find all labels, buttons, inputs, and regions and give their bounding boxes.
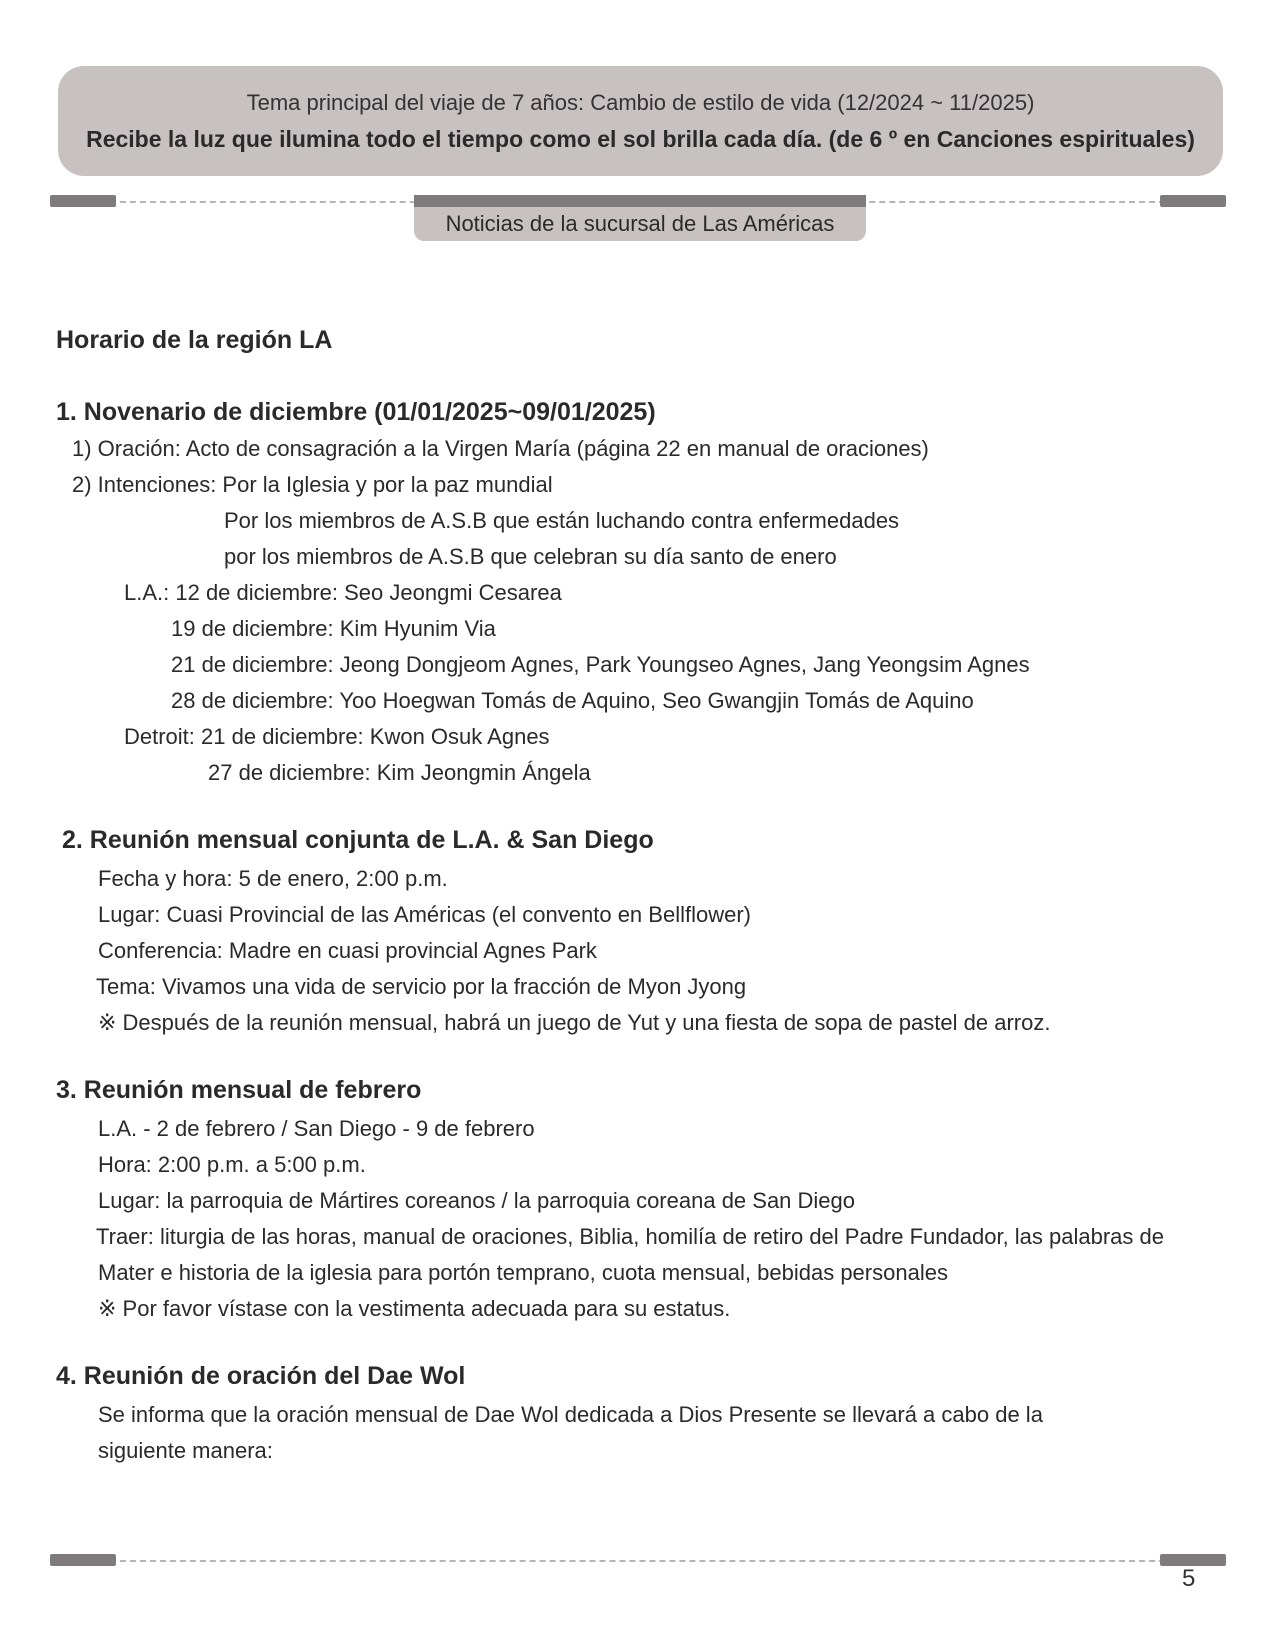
s3-fechas: L.A. - 2 de febrero / San Diego - 9 de febrero bbox=[98, 1116, 535, 1141]
theme-quote: Recibe la luz que ilumina todo el tiempo como el sol brilla cada día. (de 6 º en Canciones espirituales) bbox=[86, 126, 1195, 152]
s2-conferencia: Conferencia: Madre en cuasi provincial Agnes Park bbox=[98, 938, 597, 963]
s1-la-entry: 19 de diciembre: Kim Hyunim Via bbox=[171, 616, 496, 641]
section-1-heading: 1. Novenario de diciembre (01/01/2025~09/01/2025) bbox=[56, 398, 656, 426]
section-label: Noticias de la sucursal de Las Américas bbox=[414, 207, 866, 241]
s1-intencion-2: Por los miembros de A.S.B que están luchando contra enfermedades bbox=[224, 508, 900, 533]
section-4-heading: 4. Reunión de oración del Dae Wol bbox=[56, 1362, 466, 1390]
section-2-heading: 2. Reunión mensual conjunta de L.A. & San Diego bbox=[62, 826, 654, 854]
s1-intencion-3: por los miembros de A.S.B que celebran su día santo de enero bbox=[224, 544, 837, 569]
s2-lugar: Lugar: Cuasi Provincial de las Américas (el convento en Bellflower) bbox=[98, 902, 751, 927]
s2-fecha: Fecha y hora: 5 de enero, 2:00 p.m. bbox=[98, 866, 448, 891]
s1-la-entry: 28 de diciembre: Yoo Hoegwan Tomás de Aquino, Seo Gwangjin Tomás de Aquino bbox=[171, 688, 974, 713]
s1-detroit-entry: Detroit: 21 de diciembre: Kwon Osuk Agnes bbox=[124, 724, 550, 749]
s3-traer: Traer: liturgia de las horas, manual de oraciones, Biblia, homilía de retiro del Padre Fundador, las palabras de bbox=[96, 1224, 1164, 1249]
section-3-heading: 3. Reunión mensual de febrero bbox=[56, 1076, 422, 1104]
s3-hora: Hora: 2:00 p.m. a 5:00 p.m. bbox=[98, 1152, 366, 1177]
s1-oracion: 1) Oración: Acto de consagración a la Virgen María (página 22 en manual de oraciones) bbox=[72, 436, 929, 461]
s1-la-entry: L.A.: 12 de diciembre: Seo Jeongmi Cesarea bbox=[124, 580, 562, 605]
s4-texto: Se informa que la oración mensual de Dae Wol dedicada a Dios Presente se llevará a cabo de la bbox=[98, 1402, 1043, 1427]
page-number: 5 bbox=[1182, 1565, 1196, 1592]
divider-cap-right bbox=[1160, 195, 1226, 207]
s4-texto-cont: siguiente manera: bbox=[98, 1438, 273, 1463]
section-tab-bar bbox=[414, 195, 866, 207]
page-title: Horario de la región LA bbox=[56, 326, 333, 354]
s1-detroit-entry: 27 de diciembre: Kim Jeongmin Ángela bbox=[208, 760, 591, 785]
theme-banner bbox=[58, 66, 1223, 176]
s1-la-entry: 21 de diciembre: Jeong Dongjeom Agnes, Park Youngseo Agnes, Jang Yeongsim Agnes bbox=[171, 652, 1030, 677]
s3-traer-cont: Mater e historia de la iglesia para portón temprano, cuota mensual, bebidas personales bbox=[98, 1260, 948, 1285]
s3-nota: ※ Por favor vístase con la vestimenta adecuada para su estatus. bbox=[98, 1296, 731, 1321]
s1-intenciones: 2) Intenciones: Por la Iglesia y por la paz mundial bbox=[72, 472, 553, 497]
bottom-divider bbox=[50, 1560, 1225, 1562]
theme-line: Tema principal del viaje de 7 años: Cambio de estilo de vida (12/2024 ~ 11/2025) bbox=[246, 90, 1035, 115]
s2-nota: ※ Después de la reunión mensual, habrá un juego de Yut y una fiesta de sopa de pastel de arroz. bbox=[98, 1010, 1051, 1035]
divider-cap-left bbox=[50, 1554, 116, 1566]
s2-tema: Tema: Vivamos una vida de servicio por la fracción de Myon Jyong bbox=[96, 974, 747, 999]
s3-lugar: Lugar: la parroquia de Mártires coreanos / la parroquia coreana de San Diego bbox=[98, 1188, 856, 1213]
divider-cap-left bbox=[50, 195, 116, 207]
